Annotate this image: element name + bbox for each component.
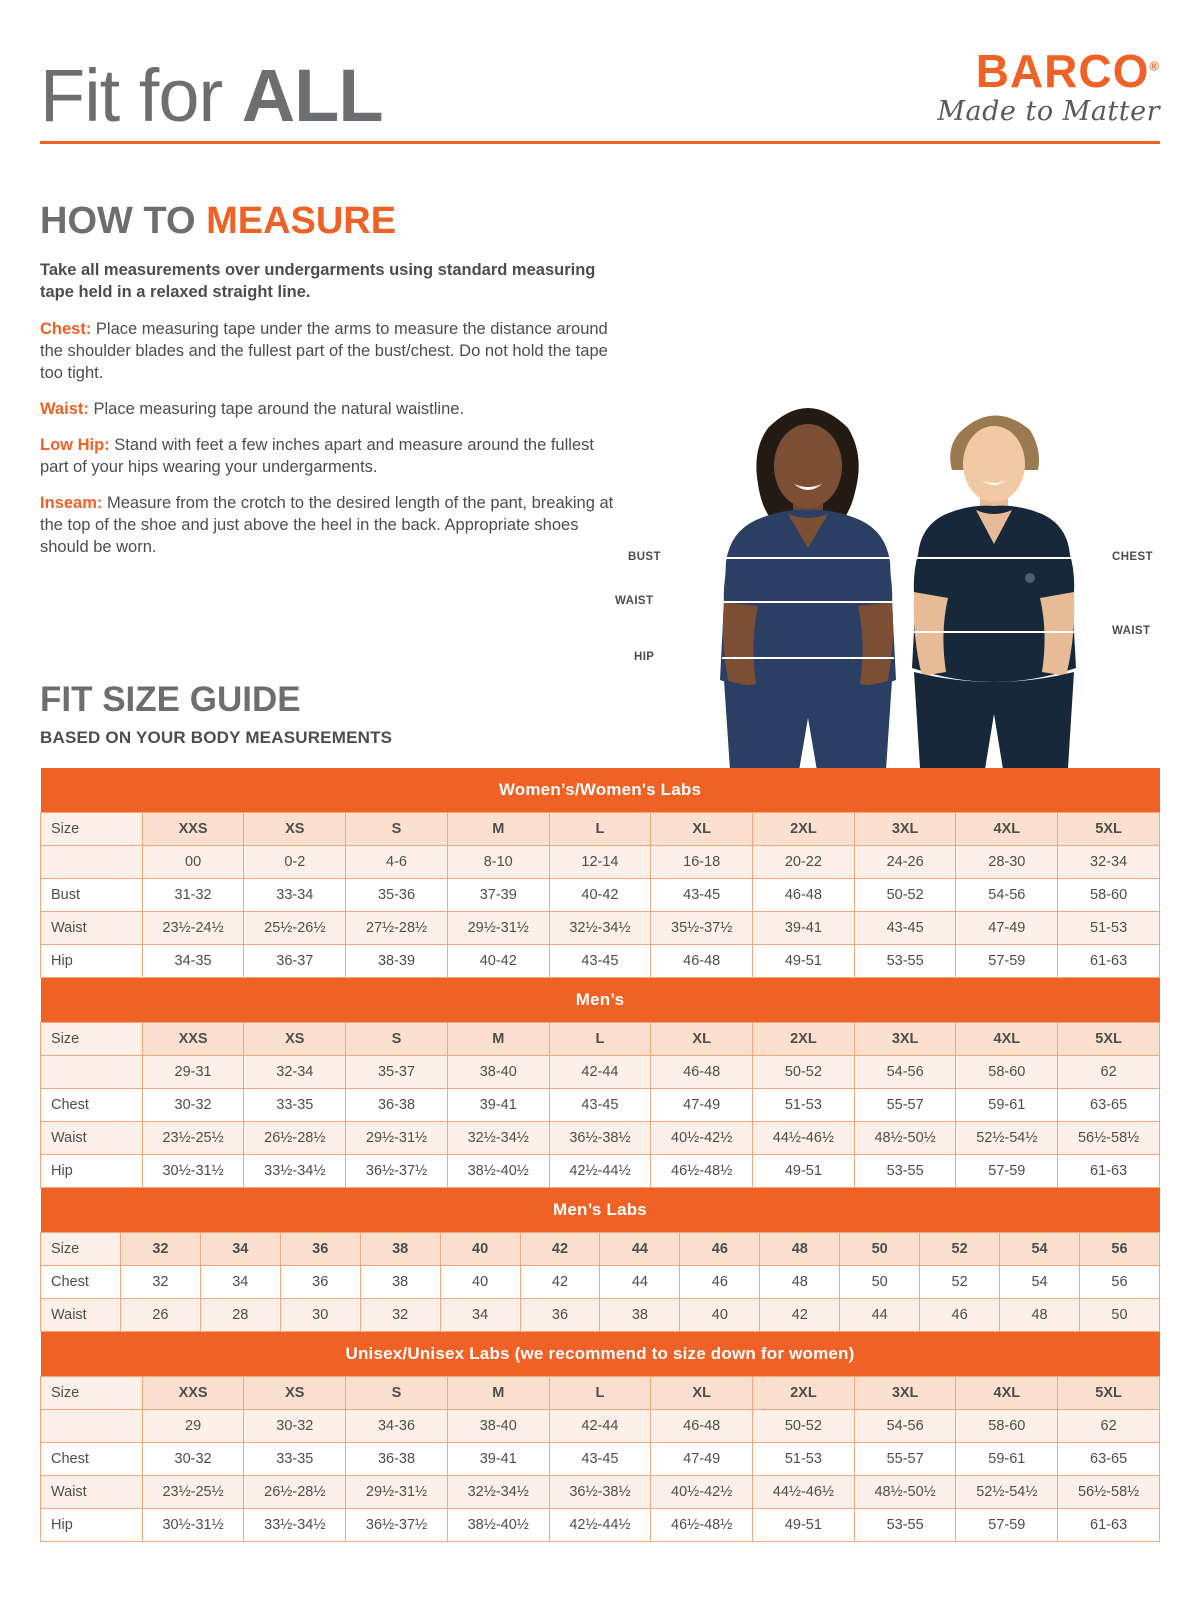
male-model-figure: [912, 415, 1076, 800]
cell: 57-59: [956, 1509, 1058, 1542]
cell: 39-41: [753, 912, 855, 945]
cell: S: [346, 813, 448, 846]
cell: 32-34: [1058, 846, 1160, 879]
cell: 40½-42½: [651, 1122, 753, 1155]
table-band-unisex: [41, 1332, 1160, 1377]
brand-tagline: Made to Matter: [937, 96, 1160, 127]
cell: 46-48: [753, 879, 855, 912]
cell: 50-52: [753, 1056, 855, 1089]
row-label-numeric: [41, 1410, 143, 1443]
cell: 55-57: [854, 1443, 956, 1476]
cell: 50: [840, 1233, 920, 1266]
cell: 44½-46½: [753, 1476, 855, 1509]
registered-trademark-icon: ®: [1149, 58, 1160, 74]
table-row: [41, 1476, 1160, 1509]
header-divider: [40, 141, 1160, 144]
cell: 38½-40½: [447, 1155, 549, 1188]
cell: 33½-34½: [244, 1509, 346, 1542]
page-title-light: Fit for: [40, 53, 242, 137]
cell: 29½-31½: [346, 1476, 448, 1509]
cell: 12-14: [549, 846, 651, 879]
measure-item-low-hip-label: Low Hip:: [40, 435, 110, 454]
cell: XL: [651, 1023, 753, 1056]
row-label: Bust: [41, 879, 143, 912]
cell: 5XL: [1058, 1377, 1160, 1410]
row-label: Chest: [41, 1266, 121, 1299]
cell: 43-45: [549, 1089, 651, 1122]
measure-item-low-hip-text: Stand with feet a few inches apart and measure around the fullest part of your hips wearing your undergarments.: [40, 435, 594, 477]
cell: 32½-34½: [447, 1122, 549, 1155]
cell: XL: [651, 1377, 753, 1410]
cell: 29: [142, 1410, 244, 1443]
cell: 38-39: [346, 945, 448, 978]
cell: 48: [1000, 1299, 1080, 1332]
table-row: [41, 912, 1160, 945]
cell: 4XL: [956, 813, 1058, 846]
cell: 34: [440, 1299, 520, 1332]
label-hip: HIP: [634, 651, 655, 663]
cell: 38: [600, 1299, 680, 1332]
cell: 51-53: [753, 1443, 855, 1476]
cell: 29-31: [142, 1056, 244, 1089]
cell: 42½-44½: [549, 1509, 651, 1542]
cell: 32: [360, 1299, 440, 1332]
cell: 2XL: [753, 1023, 855, 1056]
cell: 36: [280, 1233, 360, 1266]
cell: 3XL: [854, 1023, 956, 1056]
measure-item-inseam-text: Measure from the crotch to the desired length of the pant, breaking at the top of the shoe and just above the heel in the back. Appropriate shoes should be worn.: [40, 494, 614, 557]
cell: 28-30: [956, 846, 1058, 879]
cell: 35-36: [346, 879, 448, 912]
cell: XL: [651, 813, 753, 846]
cell: 32½-34½: [447, 1476, 549, 1509]
cell: 43-45: [549, 1443, 651, 1476]
cell: 54-56: [854, 1410, 956, 1443]
measure-item-waist-label: Waist:: [40, 399, 89, 418]
cell: M: [447, 1023, 549, 1056]
cell: 36: [520, 1299, 600, 1332]
cell: 48: [760, 1266, 840, 1299]
cell: 40½-42½: [651, 1476, 753, 1509]
table-band-womens: [41, 768, 1160, 813]
cell: 33-35: [244, 1443, 346, 1476]
table-unisex: [40, 1332, 1160, 1542]
cell: 26½-28½: [244, 1476, 346, 1509]
cell: 27½-28½: [346, 912, 448, 945]
cell: 34-35: [142, 945, 244, 978]
cell: 25½-26½: [244, 912, 346, 945]
cell: 53-55: [854, 1155, 956, 1188]
cell: 52½-54½: [956, 1476, 1058, 1509]
cell: 54: [1000, 1233, 1080, 1266]
measure-item-inseam-label: Inseam:: [40, 494, 103, 513]
row-label-size: Size: [41, 1233, 121, 1266]
cell: 44½-46½: [753, 1122, 855, 1155]
measure-item-low-hip: [40, 434, 615, 478]
measure-item-waist: [40, 398, 615, 420]
cell: 49-51: [753, 945, 855, 978]
row-label-size: Size: [41, 1377, 143, 1410]
table-band-mens-labs: [41, 1188, 1160, 1233]
measure-item-chest: [40, 318, 615, 384]
cell: 30: [280, 1299, 360, 1332]
cell: 38½-40½: [447, 1509, 549, 1542]
table-row: [41, 1377, 1160, 1410]
row-label: Waist: [41, 912, 143, 945]
cell: 16-18: [651, 846, 753, 879]
cell: 32½-34½: [549, 912, 651, 945]
cell: 44: [840, 1299, 920, 1332]
cell: 48: [760, 1233, 840, 1266]
cell: 33½-34½: [244, 1155, 346, 1188]
cell: 35-37: [346, 1056, 448, 1089]
models-figure-svg: [660, 380, 1160, 800]
cell: XS: [244, 1023, 346, 1056]
cell: 30-32: [244, 1410, 346, 1443]
cell: 30½-31½: [142, 1509, 244, 1542]
cell: 62: [1058, 1056, 1160, 1089]
cell: 42-44: [549, 1056, 651, 1089]
band-label-mens: Men’s: [41, 978, 1160, 1023]
cell: XXS: [142, 1377, 244, 1410]
cell: 58-60: [956, 1410, 1058, 1443]
row-label-numeric: [41, 1056, 143, 1089]
row-label: Hip: [41, 945, 143, 978]
cell: 56: [1079, 1233, 1159, 1266]
cell: S: [346, 1023, 448, 1056]
cell: 61-63: [1058, 945, 1160, 978]
table-row: [41, 1509, 1160, 1542]
cell: 42: [520, 1266, 600, 1299]
cell: 56½-58½: [1058, 1476, 1160, 1509]
cell: 3XL: [854, 1377, 956, 1410]
cell: 52: [920, 1266, 1000, 1299]
cell: 54-56: [956, 879, 1058, 912]
cell: 38-40: [447, 1410, 549, 1443]
cell: 50-52: [753, 1410, 855, 1443]
cell: 40: [440, 1266, 520, 1299]
row-label: Chest: [41, 1089, 143, 1122]
cell: 52: [920, 1233, 1000, 1266]
female-model-figure: [720, 408, 896, 800]
row-label: Waist: [41, 1299, 121, 1332]
cell: 57-59: [956, 945, 1058, 978]
fit-size-guide-subtitle: BASED ON YOUR BODY MEASUREMENTS: [40, 728, 393, 747]
cell: 63-65: [1058, 1089, 1160, 1122]
table-row: [41, 1023, 1160, 1056]
cell: 23½-25½: [142, 1122, 244, 1155]
cell: 51-53: [753, 1089, 855, 1122]
cell: 47-49: [651, 1089, 753, 1122]
cell: 30-32: [142, 1089, 244, 1122]
cell: XS: [244, 813, 346, 846]
cell: 40: [680, 1299, 760, 1332]
brand-lockup: [937, 45, 1160, 131]
cell: 36-38: [346, 1089, 448, 1122]
table-mens-labs: [40, 1188, 1160, 1332]
table-row: [41, 813, 1160, 846]
row-label-size: Size: [41, 813, 143, 846]
table-womens: [40, 768, 1160, 978]
cell: 46½-48½: [651, 1509, 753, 1542]
cell: 43-45: [854, 912, 956, 945]
measure-item-chest-label: Chest:: [40, 319, 92, 338]
cell: 50: [840, 1266, 920, 1299]
table-row: [41, 945, 1160, 978]
measure-item-waist-text: Place measuring tape around the natural waistline.: [88, 399, 465, 418]
cell: 58-60: [1058, 879, 1160, 912]
cell: 49-51: [753, 1155, 855, 1188]
row-label: Waist: [41, 1476, 143, 1509]
cell: 43-45: [549, 945, 651, 978]
table-mens: [40, 978, 1160, 1188]
table-row: [41, 1410, 1160, 1443]
cell: 63-65: [1058, 1443, 1160, 1476]
cell: 4XL: [956, 1377, 1058, 1410]
table-row: [41, 1155, 1160, 1188]
table-row: [41, 1233, 1160, 1266]
cell: 59-61: [956, 1089, 1058, 1122]
cell: L: [549, 1377, 651, 1410]
cell: 40: [440, 1233, 520, 1266]
cell: 46-48: [651, 1056, 753, 1089]
cell: 31-32: [142, 879, 244, 912]
measure-lead-text: Take all measurements over undergarments using standard measuring tape held in a relaxed straight line.: [40, 261, 596, 302]
cell: 51-53: [1058, 912, 1160, 945]
cell: 26: [120, 1299, 200, 1332]
table-row: [41, 1299, 1160, 1332]
cell: 26½-28½: [244, 1122, 346, 1155]
cell: 46: [680, 1266, 760, 1299]
cell: 54: [1000, 1266, 1080, 1299]
cell: 48½-50½: [854, 1122, 956, 1155]
row-label-numeric: [41, 846, 143, 879]
cell: 36½-38½: [549, 1122, 651, 1155]
cell: 52½-54½: [956, 1122, 1058, 1155]
cell: M: [447, 1377, 549, 1410]
cell: 62: [1058, 1410, 1160, 1443]
row-label-size: Size: [41, 1023, 143, 1056]
cell: 34-36: [346, 1410, 448, 1443]
cell: 33-35: [244, 1089, 346, 1122]
cell: 38-40: [447, 1056, 549, 1089]
cell: 54-56: [854, 1056, 956, 1089]
row-label: Waist: [41, 1122, 143, 1155]
cell: 36½-38½: [549, 1476, 651, 1509]
cell: 38: [360, 1266, 440, 1299]
cell: 57-59: [956, 1155, 1058, 1188]
table-row: [41, 1266, 1160, 1299]
cell: 00: [142, 846, 244, 879]
models-illustration: [615, 380, 1160, 800]
cell: 53-55: [854, 1509, 956, 1542]
cell: 30-32: [142, 1443, 244, 1476]
row-label: Chest: [41, 1443, 143, 1476]
table-row: [41, 879, 1160, 912]
how-to-measure-heading: [40, 200, 615, 243]
cell: 46½-48½: [651, 1155, 753, 1188]
cell: XXS: [142, 1023, 244, 1056]
row-label: Hip: [41, 1509, 143, 1542]
cell: 42-44: [549, 1410, 651, 1443]
cell: 32: [120, 1233, 200, 1266]
cell: 42: [520, 1233, 600, 1266]
cell: 5XL: [1058, 1023, 1160, 1056]
cell: 42½-44½: [549, 1155, 651, 1188]
cell: 32-34: [244, 1056, 346, 1089]
table-row: [41, 1089, 1160, 1122]
fit-size-guide-header: [40, 680, 392, 748]
size-tables: [40, 768, 1160, 1542]
cell: 23½-24½: [142, 912, 244, 945]
cell: 56: [1079, 1266, 1159, 1299]
cell: 49-51: [753, 1509, 855, 1542]
cell: 2XL: [753, 813, 855, 846]
cell: 50: [1079, 1299, 1159, 1332]
table-row: [41, 1056, 1160, 1089]
cell: S: [346, 1377, 448, 1410]
measure-item-chest-text: Place measuring tape under the arms to measure the distance around the shoulder blades and the fullest part of the bust/chest. Do not hold the tape too tight.: [40, 319, 608, 382]
page-header: [40, 0, 1160, 137]
cell: 59-61: [956, 1443, 1058, 1476]
cell: 43-45: [651, 879, 753, 912]
cell: 29½-31½: [346, 1122, 448, 1155]
cell: 35½-37½: [651, 912, 753, 945]
cell: 34: [200, 1266, 280, 1299]
cell: 24-26: [854, 846, 956, 879]
cell: 53-55: [854, 945, 956, 978]
band-label-unisex: Unisex/Unisex Labs (we recommend to size down for women): [41, 1332, 1160, 1377]
cell: XS: [244, 1377, 346, 1410]
cell: 47-49: [651, 1443, 753, 1476]
cell: 36½-37½: [346, 1509, 448, 1542]
cell: 50-52: [854, 879, 956, 912]
cell: 46: [920, 1299, 1000, 1332]
cell: 28: [200, 1299, 280, 1332]
cell: 44: [600, 1233, 680, 1266]
cell: 33-34: [244, 879, 346, 912]
cell: M: [447, 813, 549, 846]
cell: 44: [600, 1266, 680, 1299]
how-to-measure-section: [40, 200, 615, 559]
cell: 37-39: [447, 879, 549, 912]
cell: 5XL: [1058, 813, 1160, 846]
cell: XXS: [142, 813, 244, 846]
label-waist-left: WAIST: [615, 595, 654, 607]
cell: 39-41: [447, 1443, 549, 1476]
label-waist-right: WAIST: [1112, 625, 1151, 637]
cell: 42: [760, 1299, 840, 1332]
cell: 40-42: [549, 879, 651, 912]
heading-accent: MEASURE: [206, 200, 397, 242]
label-bust: BUST: [628, 551, 661, 563]
table-row: [41, 846, 1160, 879]
cell: 61-63: [1058, 1509, 1160, 1542]
cell: 40-42: [447, 945, 549, 978]
cell: 3XL: [854, 813, 956, 846]
cell: 38: [360, 1233, 440, 1266]
brand-name-text: BARCO: [975, 45, 1150, 97]
band-label-womens: Women’s/Women's Labs: [41, 768, 1160, 813]
cell: 23½-25½: [142, 1476, 244, 1509]
cell: 0-2: [244, 846, 346, 879]
table-row: [41, 1122, 1160, 1155]
label-chest: CHEST: [1112, 551, 1153, 563]
cell: 61-63: [1058, 1155, 1160, 1188]
cell: 32: [120, 1266, 200, 1299]
cell: 8-10: [447, 846, 549, 879]
cell: L: [549, 813, 651, 846]
cell: 36-38: [346, 1443, 448, 1476]
table-band-mens: [41, 978, 1160, 1023]
cell: 36-37: [244, 945, 346, 978]
cell: 36½-37½: [346, 1155, 448, 1188]
cell: 2XL: [753, 1377, 855, 1410]
measure-item-inseam: [40, 492, 615, 558]
band-label-mens-labs: Men’s Labs: [41, 1188, 1160, 1233]
fit-size-guide-title: FIT SIZE GUIDE: [40, 680, 301, 719]
cell: 56½-58½: [1058, 1122, 1160, 1155]
cell: 29½-31½: [447, 912, 549, 945]
cell: 46-48: [651, 945, 753, 978]
brand-name: [975, 45, 1160, 97]
cell: 30½-31½: [142, 1155, 244, 1188]
cell: 55-57: [854, 1089, 956, 1122]
cell: 34: [200, 1233, 280, 1266]
cell: 48½-50½: [854, 1476, 956, 1509]
page-title: [40, 53, 383, 137]
page-title-bold: ALL: [241, 53, 383, 137]
row-label: Hip: [41, 1155, 143, 1188]
table-row: [41, 1443, 1160, 1476]
heading-plain: HOW TO: [40, 200, 207, 242]
cell: L: [549, 1023, 651, 1056]
cell: 36: [280, 1266, 360, 1299]
cell: 46: [680, 1233, 760, 1266]
cell: 47-49: [956, 912, 1058, 945]
cell: 4-6: [346, 846, 448, 879]
cell: 39-41: [447, 1089, 549, 1122]
cell: 46-48: [651, 1410, 753, 1443]
cell: 20-22: [753, 846, 855, 879]
cell: 4XL: [956, 1023, 1058, 1056]
cell: 58-60: [956, 1056, 1058, 1089]
